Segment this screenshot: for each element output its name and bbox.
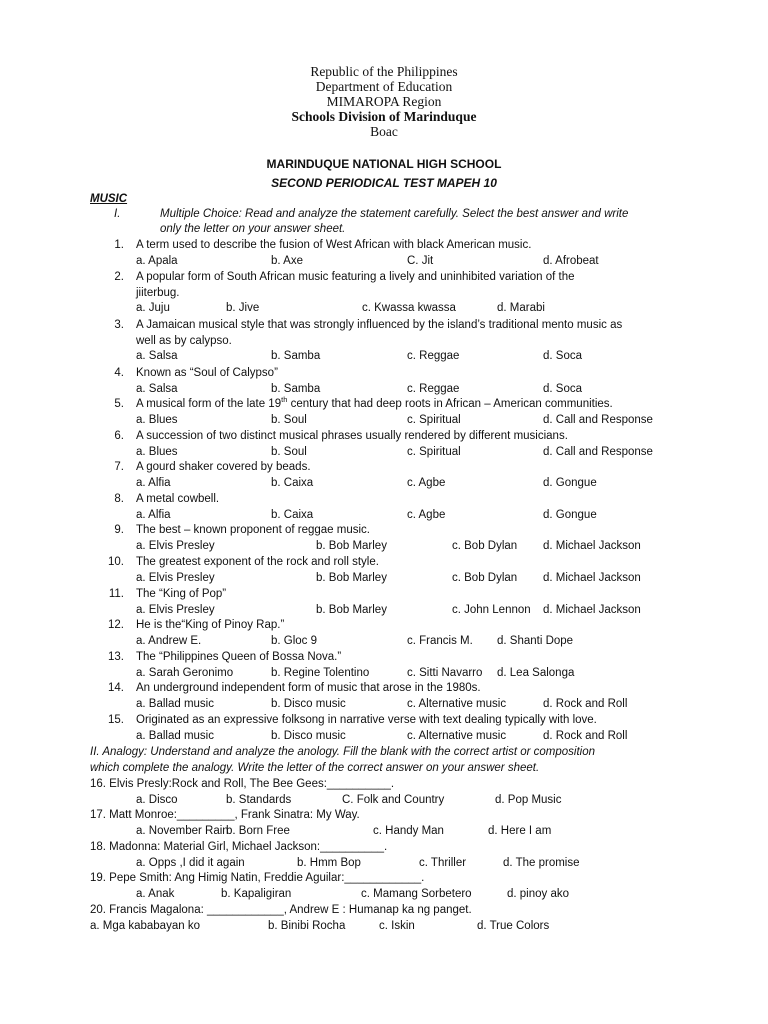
analogy-choice-a: a. November Rain (136, 825, 229, 837)
choice-c: c. Bob Dylan (452, 571, 518, 584)
choice-c: c. Reggae (407, 350, 460, 363)
choice-c: c. Spiritual (407, 413, 461, 426)
question-text: The greatest exponent of the rock and roll style. (136, 556, 379, 568)
analogy-question: 16. Elvis Presly:Rock and Roll, The Bee Gees:__________. (90, 778, 395, 790)
analogy-choice-b: b. Hmm Bop (297, 857, 361, 869)
choice-c: c. Francis M. (407, 634, 473, 647)
part2-instruction-line1: II. Analogy: Understand and analyze the anology. Fill the blank with the correct artist or composition (90, 746, 595, 758)
analogy-choice-b: b. Kapaligiran (221, 888, 292, 900)
choice-a: a. Elvis Presley (136, 539, 215, 552)
question-text: The “Philippines Queen of Bossa Nova.” (136, 651, 342, 663)
analogy-question: 20. Francis Magalona: ____________, Andrew E : Humanap ka ng panget. (90, 904, 472, 916)
choice-a: a. Salsa (136, 382, 178, 395)
analogy-choice-a: a. Disco (136, 794, 178, 806)
choice-d: d. Rock and Roll (543, 697, 628, 710)
question-text: An underground independent form of music that arose in the 1980s. (136, 682, 481, 694)
analogy-choice-a: a. Mga kababayan ko (90, 920, 200, 932)
choice-b: b. Soul (271, 413, 307, 426)
question-number: 10. (108, 556, 124, 568)
analogy-choice-d: d. True Colors (477, 920, 550, 932)
choice-d: d. Gongue (543, 476, 597, 489)
question-number: 2. (114, 271, 124, 283)
question-text: He is the“King of Pinoy Rap.” (136, 619, 285, 631)
question-number: 1. (114, 239, 124, 251)
question-number: 14. (108, 682, 124, 694)
question-text: A succession of two distinct musical phrases usually rendered by different musicians. (136, 430, 568, 442)
analogy-choice-d: d. pinoy ako (507, 888, 570, 900)
choice-d: d. Afrobeat (543, 254, 599, 267)
question-number: 7. (114, 461, 124, 473)
analogy-choice-a: a. Opps ,I did it again (136, 857, 245, 869)
header-region: MIMAROPA Region (326, 94, 442, 109)
question-text: jiiterbug. (136, 286, 180, 299)
header-republic: Republic of the Philippines (310, 64, 458, 79)
analogy-choice-b: b. Standards (226, 794, 292, 806)
question-text: well as by calypso. (136, 334, 232, 347)
choice-d: d. Call and Response (543, 413, 653, 426)
choice-a: a. Alfia (136, 508, 171, 521)
choice-b: b. Caixa (271, 476, 314, 489)
school-name: MARINDUQUE NATIONAL HIGH SCHOOL (266, 157, 502, 171)
choice-b: b. Bob Marley (316, 603, 387, 616)
choice-b: b. Bob Marley (316, 539, 387, 552)
analogy-choice-b: b. Binibi Rocha (268, 920, 346, 932)
choice-d: d. Shanti Dope (497, 634, 574, 647)
analogy-choice-c: C. Folk and Country (342, 794, 445, 806)
choice-c: c. Alternative music (407, 697, 507, 710)
choice-b: b. Samba (271, 382, 321, 395)
question-number: 8. (114, 493, 124, 505)
question-number: 9. (114, 524, 124, 536)
choice-a: a. Sarah Geronimo (136, 666, 234, 679)
choice-d: d. Gongue (543, 508, 597, 521)
question-number: 15. (108, 714, 124, 726)
choice-a: a. Ballad music (136, 697, 214, 710)
question-number: 4. (114, 367, 124, 379)
question-text: A term used to describe the fusion of West African with black American music. (136, 239, 532, 251)
section-heading: MUSIC (90, 193, 128, 205)
choice-a: a. Apala (136, 254, 178, 267)
part2-instruction-line2: which complete the analogy. Write the letter of the correct answer on your answer sheet. (90, 762, 540, 774)
header-division: Schools Division of Marinduque (291, 109, 477, 124)
choice-d: d. Call and Response (543, 445, 653, 458)
analogy-choice-c: c. Handy Man (373, 825, 444, 837)
analogy-choice-a: a. Anak (136, 888, 175, 900)
part1-numeral: I. (114, 208, 121, 220)
choice-b: b. Disco music (271, 697, 346, 710)
choice-c: c. John Lennon (452, 603, 531, 616)
question-number: 6. (114, 430, 124, 442)
analogy-choice-d: d. Pop Music (495, 794, 562, 806)
analogy-choice-c: c. Thriller (419, 857, 467, 869)
choice-b: b. Gloc 9 (271, 634, 318, 647)
choice-d: d. Marabi (497, 302, 545, 315)
choice-d: d. Soca (543, 382, 582, 395)
choice-b: b. Samba (271, 350, 321, 363)
choice-c: c. Reggae (407, 382, 460, 395)
choice-a: a. Salsa (136, 350, 178, 363)
choice-a: a. Elvis Presley (136, 571, 215, 584)
analogy-choice-c: c. Mamang Sorbetero (361, 888, 472, 900)
choice-b: b. Caixa (271, 508, 314, 521)
choice-c: c. Agbe (407, 476, 446, 489)
choice-c: c. Sitti Navarro (407, 666, 483, 679)
choice-d: d. Michael Jackson (543, 539, 641, 552)
choice-b: b. Disco music (271, 729, 346, 742)
question-text: Known as “Soul of Calypso” (136, 367, 278, 379)
header-department: Department of Education (315, 79, 453, 94)
choice-d: d. Lea Salonga (497, 666, 575, 679)
choice-c: C. Jit (407, 254, 434, 267)
test-title: SECOND PERIODICAL TEST MAPEH 10 (271, 176, 497, 190)
choice-b: b. Bob Marley (316, 571, 387, 584)
question-text: A metal cowbell. (136, 493, 220, 505)
choice-c: c. Bob Dylan (452, 539, 518, 552)
analogy-question: 19. Pepe Smith: Ang Himig Natin, Freddie Aguilar:____________. (90, 872, 425, 884)
question-text: The best – known proponent of reggae music. (136, 524, 370, 536)
part1-instruction-line2: only the letter on your answer sheet. (160, 223, 346, 235)
question-text: A Jamaican musical style that was strongly influenced by the island’s traditional mento music as (136, 319, 623, 331)
choice-a: a. Andrew E. (136, 634, 202, 647)
choice-a: a. Alfia (136, 476, 171, 489)
question-number: 3. (114, 319, 124, 331)
question-text: Originated as an expressive folksong in narrative verse with text dealing typically with love. (136, 714, 597, 726)
choice-c: c. Kwassa kwassa (362, 302, 456, 315)
choice-c: c. Agbe (407, 508, 446, 521)
part1-instruction-line1: Multiple Choice: Read and analyze the statement carefully. Select the best answer and write (160, 208, 629, 220)
choice-a: a. Blues (136, 413, 178, 426)
choice-b: b. Jive (226, 302, 260, 315)
question-text: The “King of Pop” (136, 588, 227, 600)
analogy-question: 18. Madonna: Material Girl, Michael Jackson:__________. (90, 841, 388, 853)
question-text: A gourd shaker covered by beads. (136, 461, 311, 473)
choice-b: b. Axe (271, 254, 303, 267)
choice-d: d. Soca (543, 350, 582, 363)
analogy-choice-d: d. Here I am (488, 825, 552, 837)
question-number: 5. (114, 398, 124, 410)
choice-d: d. Rock and Roll (543, 729, 628, 742)
choice-a: a. Ballad music (136, 729, 214, 742)
choice-c: c. Alternative music (407, 729, 507, 742)
analogy-choice-d: d. The promise (503, 857, 580, 869)
question-number: 13. (108, 651, 124, 663)
choice-c: c. Spiritual (407, 445, 461, 458)
header-town: Boac (370, 124, 398, 139)
question-number: 12. (108, 619, 124, 631)
question-text: A popular form of South African music featuring a lively and uninhibited variation of the (136, 271, 575, 283)
analogy-choice-b: b. Born Free (226, 825, 290, 837)
choice-d: d. Michael Jackson (543, 603, 641, 616)
question-text: A musical form of the late 19th century that had deep roots in African – American communities. (136, 395, 613, 410)
analogy-choice-c: c. Iskin (379, 920, 415, 932)
choice-a: a. Blues (136, 445, 178, 458)
question-number: 11. (108, 588, 124, 600)
choice-b: b. Soul (271, 445, 307, 458)
choice-d: d. Michael Jackson (543, 571, 641, 584)
choice-a: a. Elvis Presley (136, 603, 215, 616)
choice-b: b. Regine Tolentino (271, 666, 370, 679)
analogy-question: 17. Matt Monroe:_________, Frank Sinatra: My Way. (90, 809, 360, 821)
choice-a: a. Juju (136, 302, 170, 315)
